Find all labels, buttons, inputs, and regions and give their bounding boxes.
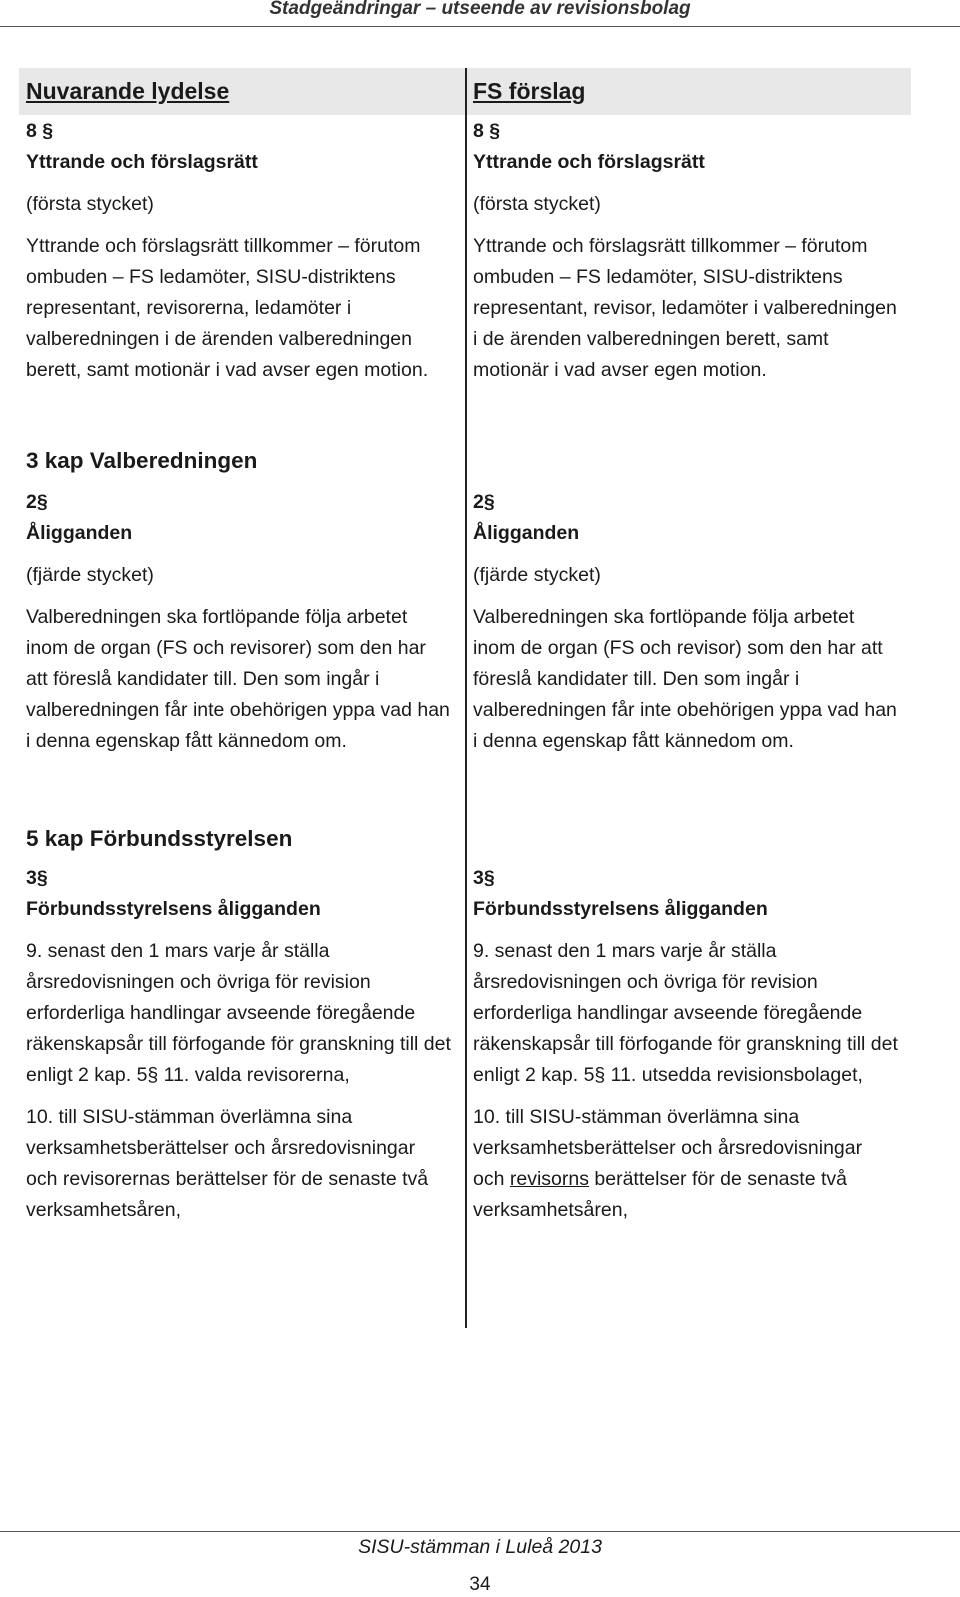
- list-item-10-end: berättelser för de senaste två verksamhetsåren,: [473, 1168, 847, 1221]
- paragraph-title: Åligganden: [26, 522, 133, 544]
- paragraph-number: 3§: [473, 867, 495, 889]
- paragraph-number: 2§: [473, 491, 495, 513]
- paragraph-subsection: (fjärde stycket): [473, 564, 601, 586]
- paragraph-title: Förbundsstyrelsens åligganden: [26, 898, 321, 920]
- paragraph-body: Yttrande och förslagsrätt tillkommer – förutom ombuden – FS ledamöter, SISU-distriktens representant, revisorerna, ledamöter i valberedningen i de ärenden valberedningen berett, samt motionär i vad avser egen motion.: [26, 235, 429, 381]
- list-item-10-start: 10. till SISU-stämman överlämna sina verksamhetsberättelser och årsredovisningar och: [473, 1106, 863, 1190]
- footer-rule: [0, 1531, 960, 1532]
- list-item-10: 10. till SISU-stämman överlämna sina verksamhetsberättelser och årsredovisningar och revisorernas berättelser för de senaste två verksamhetsåren,: [26, 1106, 429, 1221]
- paragraph-body: Valberedningen ska fortlöpande följa arbetet inom de organ (FS och revisor) som den har att föreslå kandidater till. Den som ingår i valberedningen får inte obehörigen yppa vad han i denna egenskap fått kännedom om.: [473, 606, 897, 752]
- paragraph-title: Yttrande och förslagsrätt: [473, 151, 705, 173]
- page-header: Stadgeändringar – utseende av revisionsbolag: [269, 0, 691, 19]
- paragraph-subsection: (första stycket): [473, 193, 601, 215]
- underlined-change: revisorns: [509, 1168, 589, 1190]
- paragraph-number: 8 §: [26, 120, 54, 142]
- paragraph-subsection: (första stycket): [26, 193, 154, 215]
- chapter-heading: 3 kap Valberedningen: [26, 448, 258, 473]
- page-number: 34: [469, 1574, 491, 1595]
- list-item-10: [473, 1102, 898, 1226]
- paragraph-title: Förbundsstyrelsens åligganden: [473, 898, 768, 920]
- paragraph-number: 8 §: [473, 120, 501, 142]
- paragraph-subsection: (fjärde stycket): [26, 564, 154, 586]
- footer-text: SISU-stämman i Luleå 2013: [358, 1536, 602, 1558]
- left-column-heading: Nuvarande lydelse: [26, 78, 230, 104]
- paragraph-body: Yttrande och förslagsrätt tillkommer – förutom ombuden – FS ledamöter, SISU-distriktens representant, revisor, ledamöter i valberedningen i de ärenden valberedningen berett, samt motionär i vad avser egen motion.: [473, 235, 897, 381]
- list-item-9: 9. senast den 1 mars varje år ställa årsredovisningen och övriga för revision erforderliga handlingar avseende föregående räkenskapsår till förfogande för granskning till det enligt 2 kap. 5§ 11. valda revisorerna,: [26, 940, 451, 1086]
- header-rule: [0, 26, 960, 27]
- left-column-section-2: [26, 486, 451, 757]
- paragraph-number: 2§: [26, 491, 48, 513]
- paragraph-body: Valberedningen ska fortlöpande följa arbetet inom de organ (FS och revisorer) som den har att föreslå kandidater till. Den som ingår i valberedningen får inte obehörigen yppa vad han i denna egenskap fått kännedom om.: [26, 606, 450, 752]
- right-column-section-1: [473, 68, 898, 386]
- right-column-section-2: [473, 486, 898, 757]
- left-column-section-3: [26, 862, 451, 1226]
- right-column-heading: FS förslag: [473, 78, 586, 104]
- column-divider: [465, 68, 467, 1328]
- left-column-section-1: [26, 68, 451, 386]
- paragraph-number: 3§: [26, 867, 48, 889]
- paragraph-title: Yttrande och förslagsrätt: [26, 151, 258, 173]
- list-item-9: 9. senast den 1 mars varje år ställa årsredovisningen och övriga för revision erforderliga handlingar avseende föregående räkenskapsår till förfogande för granskning till det enligt 2 kap. 5§ 11. utsedda revisionsbolaget,: [473, 940, 898, 1086]
- right-column-section-3: [473, 862, 898, 1226]
- chapter-heading: 5 kap Förbundsstyrelsen: [26, 826, 293, 851]
- paragraph-title: Åligganden: [473, 522, 580, 544]
